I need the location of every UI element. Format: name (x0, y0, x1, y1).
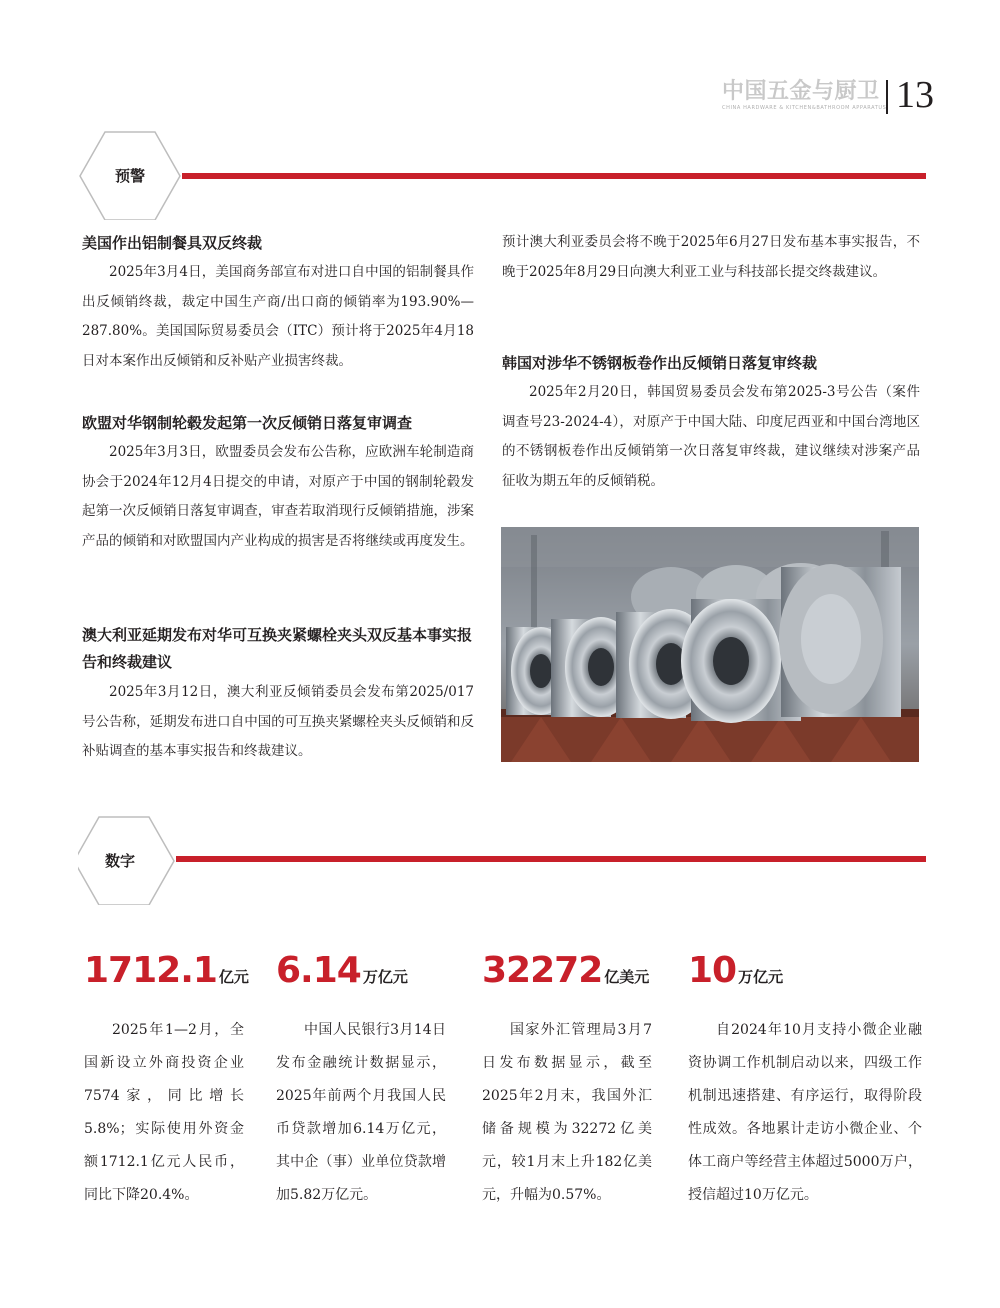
section-label: 预警 (114, 167, 145, 185)
section-header-warning (78, 130, 926, 220)
stat-number: 1712.1 (84, 950, 217, 991)
stat-value (84, 950, 249, 991)
stat-description: 国家外汇管理局3月7日发布数据显示，截至2025年2月末，我国外汇储备规模为32272亿美元，较1月末上升182亿美元，升幅为0.57%。 (482, 1022, 652, 1203)
section-rule (176, 856, 926, 862)
section-badge-frame (78, 815, 926, 905)
stat-description: 中国人民银行3月14日发布金融统计数据显示，2025年前两个月我国人民币贷款增加6.14万亿元，其中企（事）业单位贷款增加5.82万亿元。 (276, 1022, 446, 1203)
page-number: 13 (896, 74, 934, 116)
stat-unit: 亿元 (218, 968, 249, 986)
logo-subtitle: CHINA HARDWARE & KITCHEN&BATHROOM APPARATUS (722, 105, 887, 111)
article-title: 欧盟对华钢制轮毂发起第一次反倾销日落复审调查 (82, 414, 413, 432)
stat-description: 2025年1—2月，全国新设立外商投资企业7574家，同比增长5.8%；实际使用外资金额1712.1亿元人民币，同比下降20.4%。 (84, 1022, 244, 1203)
article-body: 2025年2月20日，韩国贸易委员会发布第2025-3号公告（案件调查号23-2024-4），对原产于中国大陆、印度尼西亚和中国台湾地区的不锈钢板卷作出反倾销第一次日落复审终裁，建议继续对涉案产品征收为期五年的反倾销税。 (502, 384, 920, 489)
article-title: 澳大利亚延期发布对华可互换夹紧螺栓夹头双反基本事实报告和终裁建议 (82, 626, 473, 671)
stat-value (276, 950, 408, 991)
article-title: 美国作出铝制餐具双反终裁 (82, 234, 263, 252)
header-divider (886, 80, 888, 114)
section-rule (182, 173, 926, 179)
logo-title: 中国五金与厨卫 (722, 79, 880, 104)
stat-number: 10 (688, 950, 737, 991)
stat-unit: 万亿元 (362, 968, 408, 986)
article-body: 2025年3月3日，欧盟委员会发布公告称，应欧洲车轮制造商协会于2024年12月4日提交的申请，对原产于中国的钢制轮毂发起第一次反倾销日落复审调查，审查若取消现行反倾销措施，涉案产品的倾销和对欧盟国内产业构成的损害是否将继续或再度发生。 (82, 444, 474, 549)
stat-number: 32272 (482, 950, 603, 991)
magazine-logo (722, 79, 887, 120)
stat-number: 6.14 (276, 950, 361, 991)
article-title: 韩国对涉华不锈钢板卷作出反倾销日落复审终裁 (502, 354, 818, 372)
section-label: 数字 (104, 852, 135, 870)
steel-coils-photo (501, 527, 919, 762)
stat-value (482, 950, 649, 991)
section-badge-frame (78, 130, 926, 220)
article-body-continuation: 预计澳大利亚委员会将不晚于2025年6月27日发布基本事实报告，不晚于2025年8月29日向澳大利亚工业与科技部长提交终裁建议。 (502, 234, 920, 280)
stat-value (688, 950, 783, 991)
article-body: 2025年3月12日，澳大利亚反倾销委员会发布第2025/017号公告称，延期发布进口自中国的可互换夹紧螺栓夹头反倾销和反补贴调查的基本事实报告和终裁建议。 (82, 684, 474, 759)
article-body: 2025年3月4日，美国商务部宣布对进口自中国的铝制餐具作出反倾销终裁，裁定中国生产商/出口商的倾销率为193.90%—287.80%。美国国际贸易委员会（ITC）预计将于2025年4月18日对本案作出反倾销和反补贴产业损害终裁。 (82, 264, 474, 369)
stat-unit: 亿美元 (604, 968, 650, 986)
stat-description: 自2024年10月支持小微企业融资协调工作机制启动以来，四级工作机制迅速搭建、有序运行，取得阶段性成效。各地累计走访小微企业、个体工商户等经营主体超过5000万户，授信超过10万亿元。 (688, 1022, 922, 1203)
section-header-numbers (78, 815, 926, 905)
stat-unit: 万亿元 (738, 968, 784, 986)
